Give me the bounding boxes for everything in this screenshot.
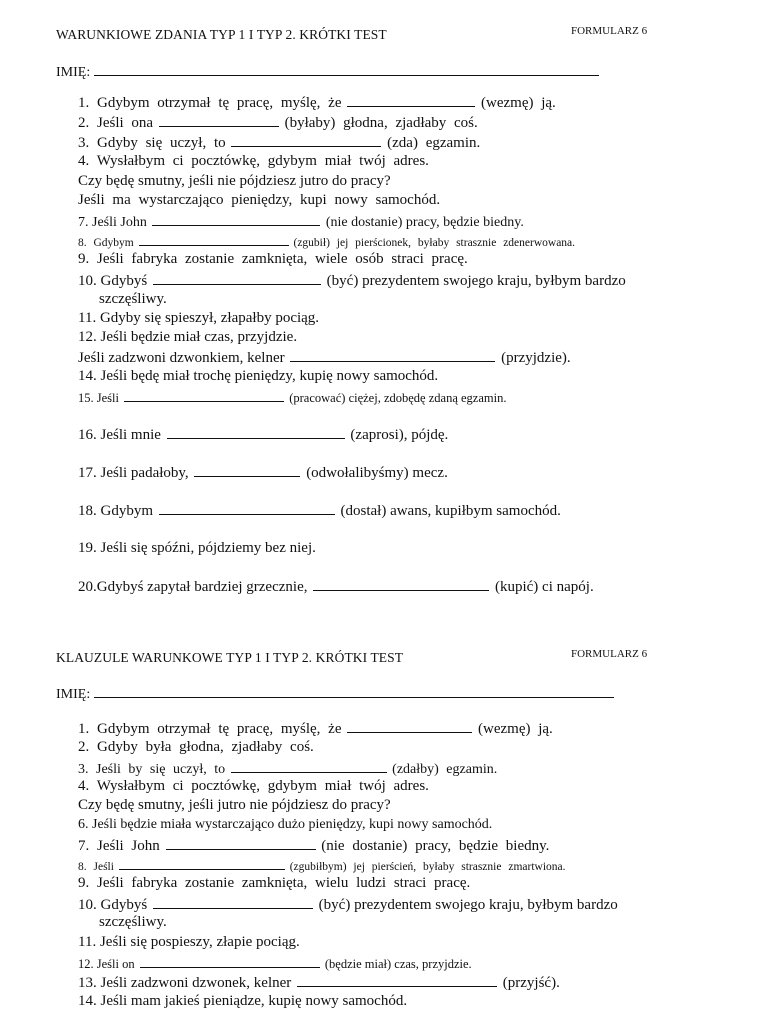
answer-blank[interactable] (140, 955, 320, 968)
form1-item-10 (78, 272, 626, 289)
form2-item-1 (78, 720, 553, 737)
item-text: 15. Jeśli (78, 391, 119, 405)
form1-item-18 (78, 502, 561, 519)
form1-form-label: FORMULARZ 6 (571, 25, 648, 37)
form1-item-4 (78, 154, 429, 169)
form1-item-17 (78, 464, 448, 481)
form1-item-1 (78, 94, 556, 111)
item-text: 1. Gdybym otrzymał tę pracę, myślę, że (78, 95, 342, 111)
answer-blank[interactable] (159, 114, 279, 127)
item-text: 11. Jeśli się pospieszy, złapie pociąg. (78, 934, 300, 950)
answer-blank[interactable] (153, 272, 321, 285)
item-text: Czy będę smutny, jeśli jutro nie pójdziesz do pracy? (78, 797, 391, 813)
item-text: (nie dostanie) pracy, będzie biedny. (321, 838, 550, 854)
item-text: Jeśli ma wystarczająco pieniędzy, kupi nowy samochód. (78, 192, 441, 208)
item-text: szczęśliwy. (99, 291, 167, 307)
item-text: 20.Gdybyś zapytał bardziej grzecznie, (78, 579, 308, 595)
form2-title: KLAUZULE WARUNKOWE TYP 1 I TYP 2. KRÓTKI TEST (56, 650, 404, 665)
form2-item-2 (78, 740, 314, 755)
answer-blank[interactable] (166, 837, 316, 850)
form1-item-19 (78, 541, 316, 556)
form2-item-14 (78, 994, 407, 1009)
item-text: 9. Jeśli fabryka zostanie zamknięta, wielu ludzi straci pracę. (78, 875, 471, 891)
form2-item-10-cont (99, 915, 167, 930)
item-text: (kupić) ci napój. (494, 579, 594, 595)
item-text: Jeśli zadzwoni dzwonkiem, kelner (78, 350, 285, 366)
answer-blank[interactable] (290, 349, 495, 362)
form2-item-4 (78, 779, 429, 794)
item-text: 8. Jeśli (78, 861, 114, 873)
item-text: 7. Jeśli John (78, 838, 160, 854)
item-text: 2. Gdyby była głodna, zjadłaby coś. (78, 739, 314, 755)
item-text: 12. Jeśli on (78, 957, 135, 971)
form1-item-10-cont (99, 292, 167, 307)
item-text: 7. Jeśli John (78, 215, 147, 230)
item-text: (zdałby) egzamin. (392, 762, 498, 777)
answer-blank[interactable] (167, 426, 345, 439)
form1-item-3 (78, 134, 480, 151)
item-text: (zaprosi), pójdę. (350, 427, 449, 443)
item-text: 14. Jeśli mam jakieś pieniądze, kupię nowy samochód. (78, 993, 408, 1009)
answer-blank[interactable] (139, 233, 289, 246)
form2-item-6 (78, 818, 492, 832)
form2-item-13 (78, 974, 560, 991)
answer-blank[interactable] (297, 974, 497, 987)
answer-blank[interactable] (231, 760, 387, 773)
answer-blank[interactable] (231, 134, 381, 147)
form1-item-6 (78, 193, 440, 208)
item-text: (przyjść). (502, 975, 560, 991)
item-text: 10. Gdybyś (78, 897, 148, 913)
item-text: 11. Gdyby się spieszył, złapałby pociąg. (78, 310, 320, 326)
form1-item-2 (78, 114, 478, 131)
item-text: 18. Gdybym (78, 503, 153, 519)
form1-name-label: IMIĘ: (56, 65, 91, 80)
item-text: (pracować) ciężej, zdobędę zdaną egzamin. (289, 391, 507, 405)
form1-item-20 (78, 578, 594, 595)
item-text: (będzie miał) czas, przyjdzie. (324, 957, 472, 971)
item-text: 3. Jeśli by się uczył, to (78, 762, 226, 777)
answer-blank[interactable] (347, 94, 475, 107)
form1-item-16 (78, 426, 448, 443)
item-text: Czy będę smutny, jeśli nie pójdziesz jutro do pracy? (78, 173, 391, 189)
item-text: 16. Jeśli mnie (78, 427, 161, 443)
form2-name-label: IMIĘ: (56, 687, 91, 702)
form1-title: WARUNKIOWE ZDANIA TYP 1 I TYP 2. KRÓTKI TEST (56, 27, 387, 42)
form1-name-row (56, 61, 599, 81)
item-text: (być) prezydentem swojego kraju, byłbym bardzo (326, 273, 626, 289)
form1-item-14 (78, 369, 438, 384)
item-text: (wezmę) ją. (478, 721, 553, 737)
form1-item-13 (78, 349, 571, 366)
form2-name-field[interactable] (94, 683, 614, 698)
item-text: (przyjdzie). (501, 350, 571, 366)
item-text: 17. Jeśli padałoby, (78, 465, 189, 481)
item-text: 14. Jeśli będę miał trochę pieniędzy, kupię nowy samochód. (78, 368, 439, 384)
answer-blank[interactable] (159, 502, 335, 515)
item-text: 12. Jeśli będzie miał czas, przyjdzie. (78, 329, 298, 345)
form2-item-7 (78, 837, 549, 854)
form2-name-row (56, 683, 614, 703)
answer-blank[interactable] (119, 857, 285, 870)
form1-item-11 (78, 311, 319, 326)
form2-item-3 (78, 760, 497, 777)
item-text: 13. Jeśli zadzwoni dzwonek, kelner (78, 975, 292, 991)
item-text: (wezmę) ją. (481, 95, 556, 111)
item-text: 3. Gdyby się uczył, to (78, 135, 226, 151)
form2-item-8 (78, 857, 566, 874)
answer-blank[interactable] (347, 720, 472, 733)
form2-item-12 (78, 955, 472, 971)
answer-blank[interactable] (153, 896, 313, 909)
item-text: 6. Jeśli będzie miała wystarczająco dużo pieniędzy, kupi nowy samochód. (78, 817, 493, 832)
form2-form-label: FORMULARZ 6 (571, 648, 648, 660)
item-text: (odwołalibyśmy) mecz. (306, 465, 448, 481)
item-text: 4. Wysłałbym ci pocztówkę, gdybym miał twój adres. (78, 778, 429, 794)
answer-blank[interactable] (313, 578, 489, 591)
form1-item-15 (78, 389, 506, 405)
form1-item-7 (78, 213, 524, 230)
item-text: 1. Gdybym otrzymał tę pracę, myślę, że (78, 721, 342, 737)
answer-blank[interactable] (194, 464, 300, 477)
form2-item-9 (78, 876, 470, 891)
item-text: (zgubiłbym) jej pierścień, byłaby strasznie zmartwiona. (289, 861, 566, 873)
form1-item-8 (78, 233, 575, 250)
form1-name-field[interactable] (94, 61, 599, 76)
item-text: (nie dostanie) pracy, będzie biedny. (325, 215, 524, 230)
item-text: 2. Jeśli ona (78, 115, 154, 131)
item-text: (dostał) awans, kupiłbym samochód. (340, 503, 561, 519)
item-text: 8. Gdybym (78, 237, 134, 249)
form1-item-9 (78, 252, 468, 267)
item-text: 10. Gdybyś (78, 273, 148, 289)
item-text: szczęśliwy. (99, 914, 167, 930)
form1-item-5 (78, 174, 391, 189)
form2-item-11 (78, 935, 300, 950)
item-text: 4. Wysłałbym ci pocztówkę, gdybym miał twój adres. (78, 153, 429, 169)
item-text: 19. Jeśli się spóźni, pójdziemy bez niej. (78, 540, 316, 556)
form2-item-5 (78, 798, 391, 813)
form2-item-10 (78, 896, 618, 913)
answer-blank[interactable] (152, 213, 320, 226)
item-text: 9. Jeśli fabryka zostanie zamknięta, wiele osób straci pracę. (78, 251, 468, 267)
item-text: (byłaby) głodna, zjadłaby coś. (284, 115, 478, 131)
answer-blank[interactable] (124, 389, 284, 402)
item-text: (być) prezydentem swojego kraju, byłbym bardzo (318, 897, 618, 913)
item-text: (zda) egzamin. (387, 135, 481, 151)
form1-item-12 (78, 330, 297, 345)
item-text: (zgubił) jej pierścionek, byłaby strasznie zdenerwowana. (293, 237, 576, 249)
